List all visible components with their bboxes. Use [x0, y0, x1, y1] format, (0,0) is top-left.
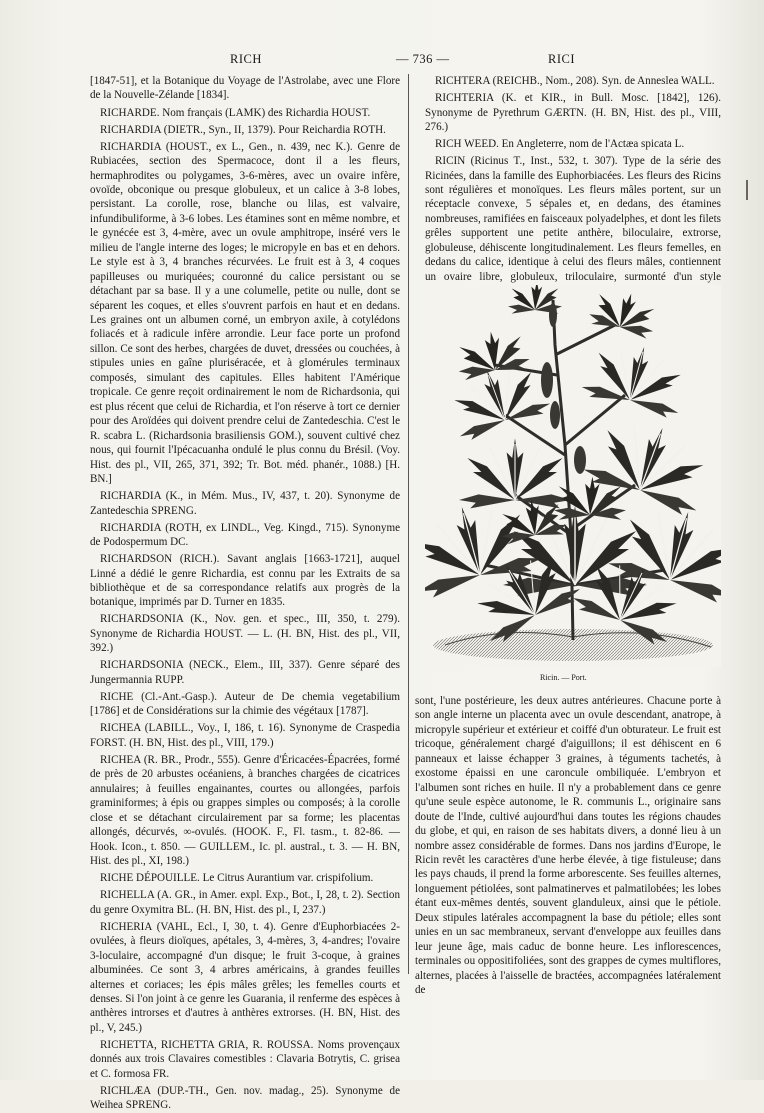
dictionary-entry: RICHARDSON (RICH.). Savant anglais [1663-1721], auquel Linné a dédié le genre Richardia, est connu par les Extraits de sa bibliothèque et de sa correspondance relatifs aux progrès de la botanique, imprimés par D. Turner en 1835. [90, 553, 400, 609]
dictionary-entry: RICHARDIA (HOUST., ex L., Gen., n. 439, nec K.). Genre de Rubiacées, section des Spermacoce, dont il a les fleurs, hermaphrodites ou polygames, 3-6-mères, avec un ovaire infère, ovoïde, obconique ou presque globuleux, et un calice à 3-8 lobes, persistant. La corolle, rose, blanche ou lilas, est valvaire, infundibuliforme, à 3-6 lobes. Les étamines sont en même nombre, et le gynécée est 3, 4-mère, avec un ovule amphitrope, inséré vers le milieu de l'angle interne des loges; le micropyle en bas et en dehors. Le style est à 3, 4 branches récurvées. Le fruit est à 3, 4 coques papilleuses ou muriquées; couronné du calice persistant ou se détachant par sa base. Il y a une columelle, petite ou nulle, dont se séparent les coques, et elles s'ouvrent parfois en haut et en dedans. Les graines ont un albumen corné, un embryon axile, à cotylédons foliacés et à radicule infère arrondie. Leur face porte un profond sillon. Ce sont des herbes, chargées de duvet, dressées ou couchées, à stipules unies en gaîne pluriséracée, et à glomérules terminaux composés, simulant des capitules. Elles habitent l'Amérique tropicale. Ce genre reçoit ordinairement le nom de Richardsonia, qui est plus récent que celui de Richardia, et l'on réserve à tort ce dernier pour des Aroïdées qui doivent prendre celui de Zantedeschia. C'est le R. scabra L. (Richardsonia brasiliensis GOM.), souvent cultivé chez nous, qui fournit l'Ipécacuanha ondulé le plus connu du Brésil. (Voy. Hist. des pl., VII, 265, 371, 392; Tr. Bot. méd. phanér., 1088.) [H. BN.] [90, 140, 400, 486]
scan-margin-mark [746, 180, 748, 200]
ricin-continuation: sont, l'une postérieure, les deux autres antérieures. Chacune porte à son angle interne un placenta avec un ovule descendant, anatrope, à micropyle supérieur et extérieur et coiffé d'un obturateur. Le fruit est tricoque, généralement chargé d'aiguillons; il est déhiscent en 6 panneaux et laisse échapper 3 graines, à téguments tachetés, à exostome épaissi en une caroncule ombiliquée. L'embryon et l'albumen sont riches en huile. Il n'y a probablement dans ce genre qu'une seule espèce autonome, le R. communis L., originaire sans doute de l'Inde, cultivé aujourd'hui dans toutes les régions chaudes du globe, et qui, en raison de ses habitats divers, a donné lieu à un nombre assez considérable de formes. Dans nos jardins d'Europe, le Ricin revêt les caractères d'une herbe élevée, à tige fistuleuse; dans les pays chauds, il prend la forme arborescente. Ses feuilles alternes, longuement pétiolées, sont palmatinerves et palmatilobées; les lobes étant eux-mêmes dentés, souvent glanduleux, ainsi que le pétiole. Deux stipules latérales accompagnent la base du pétiole; elles sont unies en un sac membraneux, servant d'enveloppe aux feuilles dans leur jeune âge, mais caduc de bonne heure. Les inflorescences, terminales ou oppositifoliées, sont des grappes de cymes multiflores, alternes, placées à l'aisselle de bractées, accompagnées latéralement de [415, 695, 721, 997]
dictionary-entry: RICIN (Ricinus T., Inst., 532, t. 307). Type de la série des Ricinées, dans la famille des Euphorbiacées. Les fleurs des Ricins sont régulières et monoïques. Les fleurs mâles portent, sur un réceptacle convexe, 5 sépales et, en dedans, des étamines nombreuses, ramifiées en faisceaux polyadelphes, et dont les filets grêles supportent une petite anthère, biloculaire, extrorse, globuleuse, déhiscente longitudinalement. Les fleurs femelles, en dedans du calice, identique à celui des fleurs mâles, contiennent un ovaire libre, globuleux, triloculaire, surmonté d'un style [425, 155, 721, 283]
dictionary-entry: RICHARDIA (ROTH, ex LINDL., Veg. Kingd., 715). Synonyme de Podospermum DC. [90, 521, 400, 549]
dictionary-entry: RICHARDSONIA (K., Nov. gen. et spec., III, 350, t. 279). Synonyme de Richardia HOUST. — L. (H. BN, Hist. des pl., VII, 392.) [90, 613, 400, 655]
figure-caption: Ricin. — Port. [540, 673, 587, 682]
left-column [90, 74, 400, 1113]
header-left: RICH [230, 52, 262, 66]
ricin-plant-illustration [425, 285, 721, 667]
dictionary-entry: RICHARDIA (DIETR., Syn., II, 1379). Pour Reichardia ROTH. [100, 123, 386, 136]
dictionary-entry: RICHE DÉPOUILLE. Le Citrus Aurantium var. crispifolium. [100, 872, 374, 885]
dictionary-entry: RICHARDSONIA (NECK., Elem., III, 337). Genre séparé des Jungermannia RUPP. [90, 659, 400, 686]
page-number: — 736 — [396, 52, 450, 66]
dictionary-entry: RICHARDE. Nom français (LAMK) des Richardia HOUST. [100, 106, 371, 119]
dictionary-entry: RICHEA (LABILL., Voy., I, 186, t. 16). Synonyme de Craspedia FORST. (H. BN, Hist. des pl., VIII, 179.) [90, 722, 400, 749]
dictionary-entry: [1847-51], et la Botanique du Voyage de l'Astrolabe, avec une Flore de la Nouvelle-Zélande [1834]. [90, 75, 400, 102]
dictionary-entry: RICHTERIA (K. et KIR., in Bull. Mosc. [1842], 126). Synonyme de Pyrethrum GÆRTN. (H. BN, Hist. des pl., VIII, 276.) [425, 92, 721, 133]
dictionary-entry: RICHLÆA (DUP.-TH., Gen. nov. madag., 25). Synonyme de Weihea SPRENG. [90, 1084, 400, 1112]
dictionary-entry: RICH WEED. En Angleterre, nom de l'Actæa spicata L. [435, 138, 685, 150]
column-divider [408, 74, 409, 974]
dictionary-entry: RICHELLA (A. GR., in Amer. expl. Exp., Bot., I, 28, t. 2). Section du genre Oxymitra BL. (H. BN, Hist. des pl., I, 237.) [90, 889, 400, 916]
dictionary-entry: RICHE (Cl.-Ant.-Gasp.). Auteur de De chemia vegetabilium [1786] et de Considérations sur la chimie des végétaux [1787]. [90, 690, 400, 718]
dictionary-entry: RICHTERA (REICHB., Nom., 208). Syn. de Anneslea WALL. [435, 75, 715, 87]
dictionary-entry: RICHERIA (VAHL, Ecl., I, 30, t. 4). Genre d'Euphorbiacées 2-ovulées, à fleurs dioïques, apétales, 3, 4-mères, 3, 4-andres; l'ovaire 3-loculaire, accompagné d'un disque; le fruit 3-coque, à graines albuminées. Ce sont 3, 4 arbres américains, à grandes feuilles alternes et coriaces; les épis mâles grêles; les femelles courts et denses. Si l'on joint à ce genre les Guarania, il renferme des espèces à anthères introrses et d'autres à anthères extrorses. (H. BN, Hist. des pl., V, 245.) [90, 920, 400, 1034]
dictionary-entry: RICHARDIA (K., in Mém. Mus., IV, 437, t. 20). Synonyme de Zantedeschia SPRENG. [90, 490, 400, 517]
right-column-bottom [415, 694, 721, 998]
header-right: RICI [548, 52, 575, 66]
running-header [90, 52, 730, 70]
dictionary-entry: RICHEA (R. BR., Prodr., 555). Genre d'Éricacées-Épacrées, formé de près de 20 arbustes océaniens, à branches chargées de cicatrices annulaires; à feuilles engainantes, courtes ou allongées, parfois graminiformes; à épis ou grappes simples ou composés; à la corolle close et se détachant circulairement par sa forme; les placentas allongés, décurvés, ∞-ovulés. (HOOK. F., Fl. tasm., t. 82-86. — Hook. Icon., t. 850. — GUILLEM., Ic. pl. austral., t. 3. — H. BN, Hist. des pl., XI, 198.) [90, 753, 400, 868]
dictionary-entry: RICHETTA, RICHETTA GRIA, R. ROUSSA. Noms provençaux donnés aux trois Clavaires comestibles : Clavaria Botrytis, C. grisea et C. formosa FR. [90, 1038, 400, 1080]
